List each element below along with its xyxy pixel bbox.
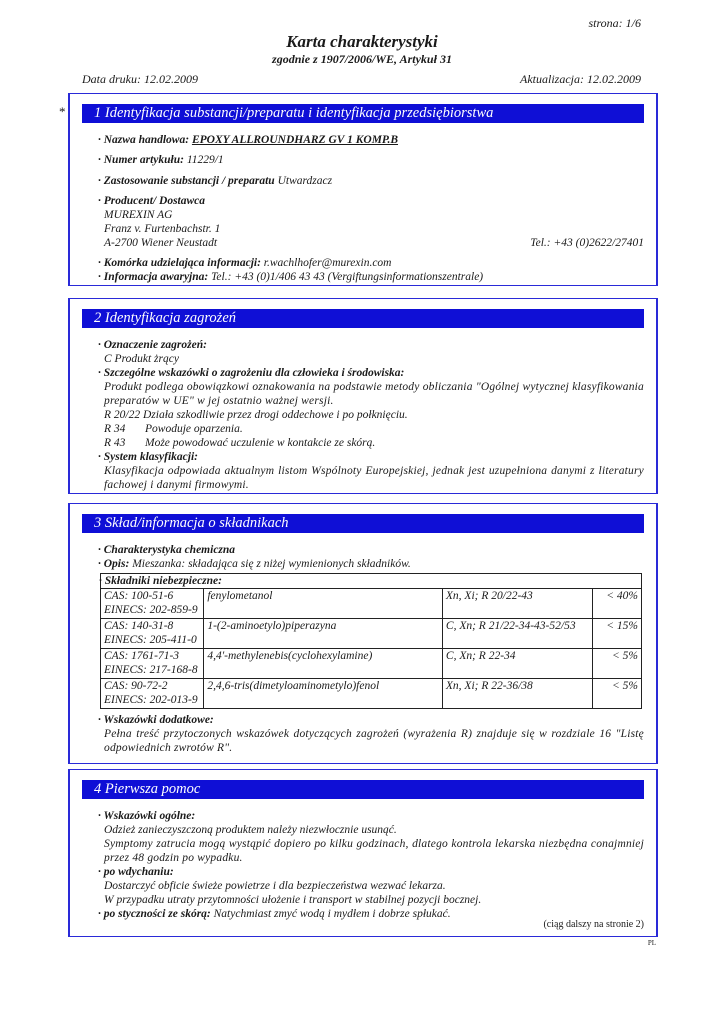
use-row bbox=[98, 174, 332, 188]
section-4 bbox=[68, 769, 658, 947]
article-number-value: 11229/1 bbox=[186, 154, 224, 166]
section-2-title: 2 Identyfikacja zagrożeń bbox=[82, 309, 644, 328]
update-date: Aktualizacja: 12.02.2009 bbox=[520, 72, 641, 86]
cas-number: CAS: 140-31-8 bbox=[104, 620, 174, 632]
section-1 bbox=[68, 93, 658, 286]
use-value: Utwardzacz bbox=[277, 175, 333, 187]
section-3 bbox=[68, 503, 658, 764]
language-code: PL bbox=[647, 939, 656, 947]
trade-name-row bbox=[98, 133, 398, 147]
einecs-number: EINECS: 202-013-9 bbox=[104, 694, 198, 706]
hazard-value: C Produkt żrący bbox=[104, 353, 179, 365]
info-email: r.wachlhofer@murexin.com bbox=[263, 257, 392, 269]
table-row bbox=[101, 679, 642, 709]
producer-street: Franz v. Furtenbachstr. 1 bbox=[104, 223, 221, 235]
component-classification: Xn, Xi; R 22-36/38 bbox=[442, 679, 592, 709]
trade-name-value: EPOXY ALLROUNDHARZ GV 1 KOMP.B bbox=[191, 134, 399, 146]
page-number: strona: 1/6 bbox=[588, 16, 641, 30]
inhale-text-2: W przypadku utraty przytomności ułożenie i transport w stabilnej pozycji bocznej. bbox=[104, 894, 482, 906]
component-concentration: < 5% bbox=[592, 679, 641, 709]
einecs-number: EINECS: 202-859-9 bbox=[104, 604, 198, 616]
component-concentration: < 40% bbox=[592, 589, 641, 619]
special-label: · Szczególne wskazówki o zagrożeniu dla człowieka i środowiska: bbox=[98, 367, 405, 379]
r43-text: Może powodować uczulenie w kontakcie ze skórą. bbox=[145, 437, 376, 449]
hazardous-header bbox=[100, 573, 642, 588]
continued-note: (ciąg dalszy na stronie 2) bbox=[543, 919, 644, 930]
hazard-label: · Oznaczenie zagrożeń: bbox=[98, 339, 207, 351]
system-text: Klasyfikacja odpowiada aktualnym listom Wspólnoty Europejskiej, jednak jest uzupełniona danymi z literatury fachowej i danymi firmowymi. bbox=[104, 465, 644, 491]
component-classification: C, Xn; R 22-34 bbox=[442, 649, 592, 679]
r34-text: Powoduje oparzenia. bbox=[145, 423, 243, 435]
general-label: · Wskazówki ogólne: bbox=[98, 810, 196, 822]
cas-number: CAS: 100-51-6 bbox=[104, 590, 174, 602]
cas-cell bbox=[101, 679, 204, 709]
use-label: · Zastosowanie substancji / preparatu bbox=[98, 175, 275, 187]
table-row bbox=[101, 619, 642, 649]
info-row bbox=[98, 256, 392, 270]
additional-text: Pełna treść przytoczonych wskazówek dotyczących zagrożeń (wyrażenia R) znajduje się w rozdziale 16 "Listę odpowiednich zwrotów R". bbox=[104, 728, 644, 754]
emergency-row bbox=[98, 270, 483, 284]
r-phrase-20-22: R 20/22 Działa szkodliwie przez drogi oddechowe i po połknięciu. bbox=[104, 409, 408, 421]
producer-tel: Tel.: +43 (0)2622/27401 bbox=[530, 237, 644, 249]
system-label: · System klasyfikacji: bbox=[98, 451, 198, 463]
skin-value: Natychmiast zmyć wodą i mydłem i dobrze spłukać. bbox=[213, 908, 451, 920]
einecs-number: EINECS: 217-168-8 bbox=[104, 664, 198, 676]
component-name: 1-(2-aminoetylo)piperazyna bbox=[204, 619, 443, 649]
component-classification: Xn, Xi; R 20/22-43 bbox=[442, 589, 592, 619]
skin-row bbox=[98, 907, 451, 921]
description-label: · Opis: bbox=[98, 558, 130, 570]
emergency-label: · Informacja awaryjna: bbox=[98, 271, 209, 283]
component-classification: C, Xn; R 21/22-34-43-52/53 bbox=[442, 619, 592, 649]
component-name: 4,4'-methylenebis(cyclohexylamine) bbox=[204, 649, 443, 679]
info-label: · Komórka udzielająca informacji: bbox=[98, 257, 261, 269]
skin-label: · po styczności ze skórą: bbox=[98, 908, 211, 920]
producer-name: MUREXIN AG bbox=[104, 209, 173, 221]
table-row bbox=[101, 589, 642, 619]
r43-code: R 43 bbox=[104, 437, 126, 449]
chem-label: · Charakterystyka chemiczna bbox=[98, 544, 236, 556]
component-concentration: < 5% bbox=[592, 649, 641, 679]
article-number-row bbox=[98, 153, 224, 167]
component-concentration: < 15% bbox=[592, 619, 641, 649]
cas-cell bbox=[101, 619, 204, 649]
description-row bbox=[98, 557, 411, 571]
producer-label: · Producent/ Dostawca bbox=[98, 195, 206, 207]
general-text-1: Odzież zanieczyszczoną produktem należy niezwłocznie usunąć. bbox=[104, 824, 397, 836]
producer-city: A-2700 Wiener Neustadt bbox=[104, 237, 218, 249]
section-4-title: 4 Pierwsza pomoc bbox=[82, 780, 644, 799]
document-subtitle: zgodnie z 1907/2006/WE, Artykuł 31 bbox=[272, 52, 452, 66]
component-name: fenylometanol bbox=[204, 589, 443, 619]
section-1-title: 1 Identyfikacja substancji/preparatu i identyfikacja przedsiębiorstwa bbox=[82, 104, 644, 123]
r34-code: R 34 bbox=[104, 423, 126, 435]
special-text: Produkt podlega obowiązkowi oznakowania na podstawie metody obliczania "Ogólnej wytycznej klasyfikowania preparatów w UE" w jej ostatnio ważnej wersji. bbox=[104, 381, 644, 407]
print-date: Data druku: 12.02.2009 bbox=[82, 72, 198, 86]
general-text-2: Symptomy zatrucia mogą wystąpić dopiero po kilku godzinach, dlatego kontrola lekarska niezbędna conajmniej przez 48 godzin po wypadku. bbox=[104, 838, 644, 864]
cas-number: CAS: 90-72-2 bbox=[104, 680, 168, 692]
article-number-label: · Numer artykułu: bbox=[98, 154, 184, 166]
einecs-number: EINECS: 205-411-0 bbox=[104, 634, 197, 646]
component-name: 2,4,6-tris(dimetyloaminometylo)fenol bbox=[204, 679, 443, 709]
r-phrase-43 bbox=[104, 436, 375, 450]
cas-cell bbox=[101, 649, 204, 679]
trade-name-label: · Nazwa handlowa: bbox=[98, 134, 190, 146]
cas-cell bbox=[101, 589, 204, 619]
additional-label: · Wskazówki dodatkowe: bbox=[98, 714, 214, 726]
emergency-value: Tel.: +43 (0)1/406 43 43 (Vergiftungsinformationszentrale) bbox=[211, 271, 484, 283]
table-row bbox=[101, 649, 642, 679]
components-table bbox=[100, 588, 642, 709]
cas-number: CAS: 1761-71-3 bbox=[104, 650, 180, 662]
document-title: Karta charakterystyki bbox=[286, 32, 438, 51]
section-2 bbox=[68, 298, 658, 494]
section-3-title: 3 Skład/informacja o składnikach bbox=[82, 514, 644, 533]
hazardous-label: · Składniki niebezpieczne: bbox=[99, 575, 222, 587]
revision-marker: * bbox=[59, 104, 66, 119]
description-value: Mieszanka: składająca się z niżej wymienionych składników. bbox=[132, 558, 411, 570]
inhale-label: · po wdychaniu: bbox=[98, 866, 174, 878]
inhale-text-1: Dostarczyć obficie świeże powietrze i dla bezpieczeństwa wezwać lekarza. bbox=[104, 880, 446, 892]
r-phrase-34 bbox=[104, 422, 243, 436]
